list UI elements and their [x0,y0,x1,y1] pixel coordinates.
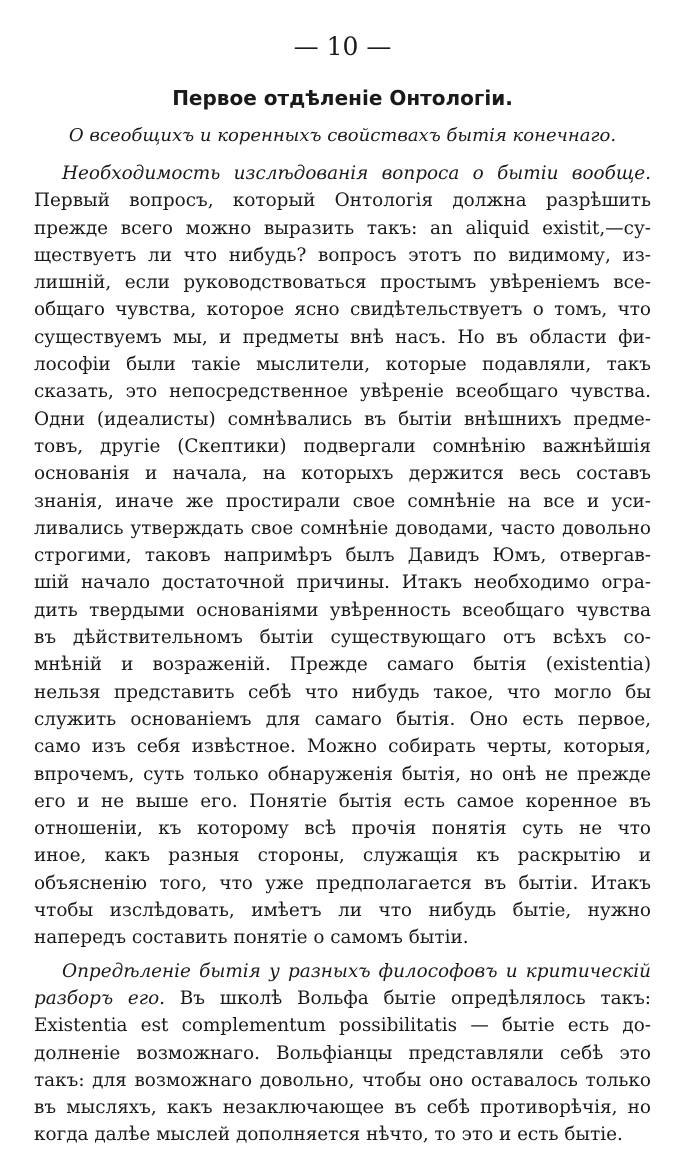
body-text: само изъ себя извѣстное. Можно собирать черты, которыя, [34,736,651,758]
text-line [34,924,651,951]
body-text: иное, какъ разныя стороны, служащія къ раскрытію и [34,845,651,867]
text-line [34,788,651,815]
text-line [34,406,651,433]
body-text: въ мысляхъ, какъ незаключающее въ себѣ противорѣчія, но [34,1097,651,1119]
body-text: объясненію того, что уже предполагается въ бытіи. Итакъ [34,872,651,894]
text-line [34,215,651,242]
body-text: отношеніи, къ которому всѣ прочія понятія суть не что [34,818,651,840]
body-text: лософіи были такіе мыслители, которые подавляли, такъ [34,354,651,376]
page-number: — 10 — [293,32,392,61]
body-text: впрочемъ, суть только обнаруженія бытія, но онѣ не прежде [34,763,651,785]
text-line [34,870,651,897]
italic-heading-text: разборъ его. [34,987,165,1009]
section-title: Первое отдѣленіе Онтологіи. [172,86,513,110]
text-line [34,569,651,596]
body-text: мнѣній и возраженій. Прежде самаго бытія (existentia) [34,654,651,676]
text-line [34,296,651,323]
text-line [34,651,651,678]
text-line [34,706,651,733]
body-text: дить твердыми основаніями увѣренность всеобщаго чувства [34,599,651,621]
body-text: Existentia est complementum possibilitatis — бытіе есть до- [34,1015,651,1037]
text-line [34,761,651,788]
body-text: ливались утверждать свое сомнѣніе доводами, часто довольно [34,517,651,539]
text-line [34,460,651,487]
text-line [34,160,651,187]
text-line [34,542,651,569]
text-line [34,1094,651,1121]
body-text: Одни (идеалисты) сомнѣвались въ бытіи внѣшнихъ предме- [34,408,651,430]
text-line [34,842,651,869]
body-text: въ дѣйствительномъ бытіи существующаго отъ всѣхъ со- [34,627,651,649]
text-line [34,515,651,542]
text-line [34,1121,651,1148]
text-line [34,1067,651,1094]
body-text: нельзя представить себѣ что нибудь такое, что могло бы [34,681,651,703]
text-line [34,187,651,214]
text-line [34,488,651,515]
body-text: сказать, это непосредственное увѣреніе всеобщаго чувства. [34,381,651,403]
body-text: долненіе возможнаго. Вольфіанцы представляли себѣ это [34,1042,651,1064]
body-text: напередъ составить понятіе о самомъ бытіи. [34,927,469,949]
body-text: существуемъ мы, и предметы внѣ насъ. Но въ области фи- [34,326,651,348]
body-text: его и не выше его. Понятіе бытія есть самое коренное въ [34,790,651,812]
text-line [34,1040,651,1067]
body-text: лишній, если руководствоваться простымъ увѣреніемъ все- [34,272,651,294]
text-line [34,242,651,269]
book-page [34,30,651,1149]
text-line [34,1012,651,1039]
italic-heading-text: Необходимость изслѣдованія вопроса о бытіи вообще. [62,163,651,184]
body-text: чтобы изслѣдовать, имѣетъ ли что нибудь бытіе, нужно [34,900,651,922]
body-text: шій начало достаточной причины. Итакъ необходимо огра- [34,572,651,594]
text-line [34,324,651,351]
text-line [34,269,651,296]
text-line [34,985,651,1012]
body-text: прежде всего можно выразить такъ: an aliquid existit,—су- [34,217,651,239]
body-text: строгими, таковъ напримѣръ былъ Давидъ Юмъ, отвергав- [34,545,651,567]
text-line [34,624,651,651]
text-line [34,733,651,760]
text-line [34,815,651,842]
text-line [34,897,651,924]
body-text: знанія, иначе же простирали свое сомнѣніе на все и уси- [34,490,651,512]
body-text: товъ, другіе (Скептики) подвергали сомнѣнію важнѣйшія [34,435,651,457]
body-text: такъ: для возможнаго довольно, чтобы оно оставалось только [34,1069,651,1091]
text-line [34,958,651,985]
text-line [34,351,651,378]
paragraph-1 [34,160,651,952]
body-text: служить основаніемъ для самаго бытія. Оно есть первое, [34,708,651,730]
body-text: когда далѣе мыслей дополняется нѣчто, то это и есть бытіе. [34,1124,623,1146]
body-text: основанія и начала, на которыхъ держится весь составъ [34,463,651,485]
text-line [34,597,651,624]
italic-heading-text: Опредѣленіе бытія у разныхъ философовъ и критическій [62,960,651,982]
text-line [34,433,651,460]
section-subtitle: О всеобщихъ и коренныхъ свойствахъ бытія конечнаго. [68,125,617,146]
paragraph-2 [34,958,651,1149]
text-line [34,679,651,706]
text-line [34,378,651,405]
body-text: общаго чувства, которое ясно свидѣтельствуетъ о томъ, что [34,299,651,321]
body-text: Первый вопросъ, который Онтологія должна разрѣшить [34,190,651,212]
body-text: Въ школѣ Вольфа бытіе опредѣлялось такъ: [165,987,652,1009]
body-text: ществуетъ ли что нибудь? вопросъ этотъ по видимому, из- [34,244,651,266]
